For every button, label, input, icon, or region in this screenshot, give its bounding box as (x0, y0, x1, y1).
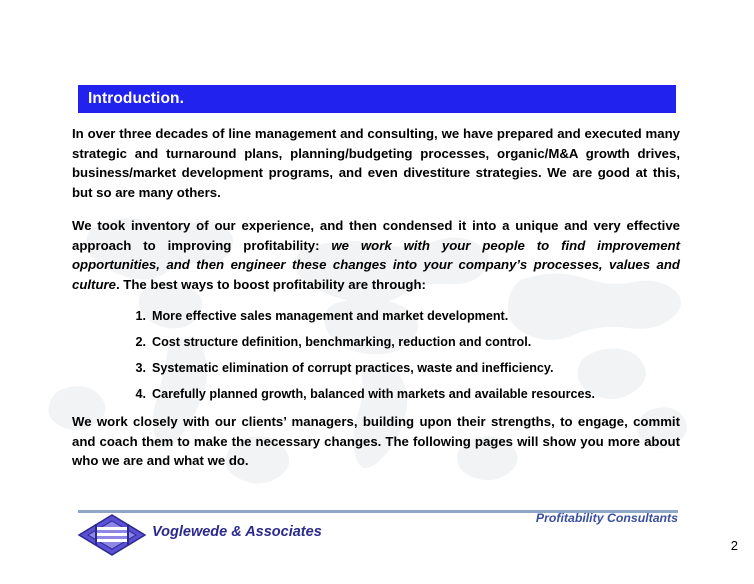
list-item: Carefully planned growth, balanced with markets and available resources. (152, 387, 596, 402)
paragraph-3: We work closely with our clients’ managers, building upon their strengths, to engage, commit and coach them to make the necessary changes. The following pages will show you more about who we are and what we do. (72, 414, 680, 469)
paragraph-1: In over three decades of line management and consulting, we have prepared and executed many strategic and turnaround plans, planning/budgeting processes, organic/M&A growth drives, business/market development programs, and even divestiture strategies. We are good at this, but so are many others. (72, 126, 680, 200)
list-item: Systematic elimination of corrupt practices, waste and inefficiency. (152, 361, 554, 376)
slide-body (72, 124, 680, 471)
paragraph-2-lead: We took inventory of our experience, and then condensed it into a unique and very effective approach to improving profitability: (72, 218, 680, 253)
footer-tagline: Profitability Consultants (535, 511, 678, 525)
slide-title-bar (78, 85, 676, 113)
numbered-list (72, 308, 680, 403)
page-title: Introduction. (88, 90, 185, 107)
footer-company-name: Voglewede & Associates (152, 524, 322, 540)
list-item: Cost structure definition, benchmarking, reduction and control. (152, 335, 532, 350)
company-logo-icon (78, 514, 146, 556)
paragraph-2-emphasis: we work with your people to find improvement opportunities, and then engineer these changes into your company’s processes, values and culture (72, 237, 680, 292)
list-item: More effective sales management and market development. (152, 309, 509, 324)
paragraph-2-tail: . The best ways to boost profitability are through: (115, 276, 426, 292)
paragraph-2 (72, 216, 680, 294)
page-number: 2 (730, 538, 738, 553)
